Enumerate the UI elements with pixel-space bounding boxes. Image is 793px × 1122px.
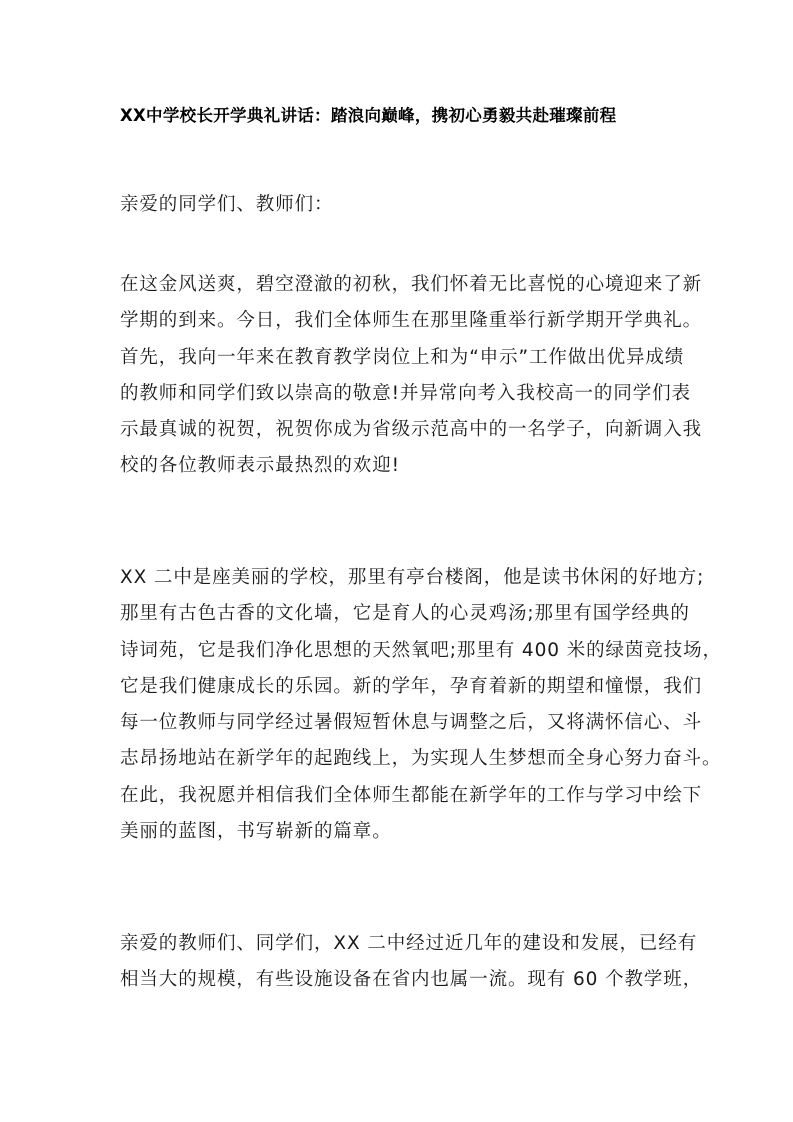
document-title: XX中学校长开学典礼讲话：踏浪向巅峰，携初心勇毅共赴璀璨前程 [120,106,617,125]
paragraph-line: 示最真诚的祝贺，祝贺你成为省级示范高中的一名学子，向新调入我 [120,419,703,440]
paragraph-line: 学期的到来。今日，我们全体师生在那里隆重举行新学期开学典礼。 [120,310,703,331]
paragraph-line: 在这金风送爽，碧空澄澈的初秋，我们怀着无比喜悦的心境迎来了新 [120,274,703,295]
paragraph-line: 亲爱的教师们、同学们，XX 二中经过近几年的建设和发展，已经有 [120,933,698,954]
paragraph-line: 在此，我祝愿并相信我们全体师生都能在新学年的工作与学习中绘下 [120,785,703,806]
paragraph-line: 首先，我向一年来在教育教学岗位上和为“申示”工作做出优异成绩 [120,347,685,368]
paragraph-line: 它是我们健康成长的乐园。新的学年，孕育着新的期望和憧憬，我们 [120,676,703,697]
paragraph-line: 美丽的蓝图，书写崭新的篇章。 [120,821,392,842]
paragraph-line: 校的各位教师表示最热烈的欢迎! [120,455,400,476]
paragraph-line: 志昂扬地站在新学年的起跑线上，为实现人生梦想而全身心努力奋斗。 [120,748,722,769]
paragraph-line: 诗词苑，它是我们净化思想的天然氧吧;那里有 400 米的绿茵竞技场， [120,640,722,661]
paragraph-line: 那里有古色古香的文化墙，它是育人的心灵鸡汤;那里有国学经典的 [120,603,690,624]
paragraph-line: XX 二中是座美丽的学校，那里有亭台楼阁，他是读书休闲的好地方; [120,567,705,588]
paragraph-line: 相当大的规模，有些设施设备在省内也属一流。现有 60 个教学班， [120,969,703,990]
paragraph-line: 每一位教师与同学经过暑假短暂休息与调整之后，又将满怀信心、斗 [120,712,703,733]
paragraph-line: 的教师和同学们致以崇高的敬意!并异常向考入我校高一的同学们表 [120,383,691,404]
salutation: 亲爱的同学们、教师们： [120,194,334,215]
